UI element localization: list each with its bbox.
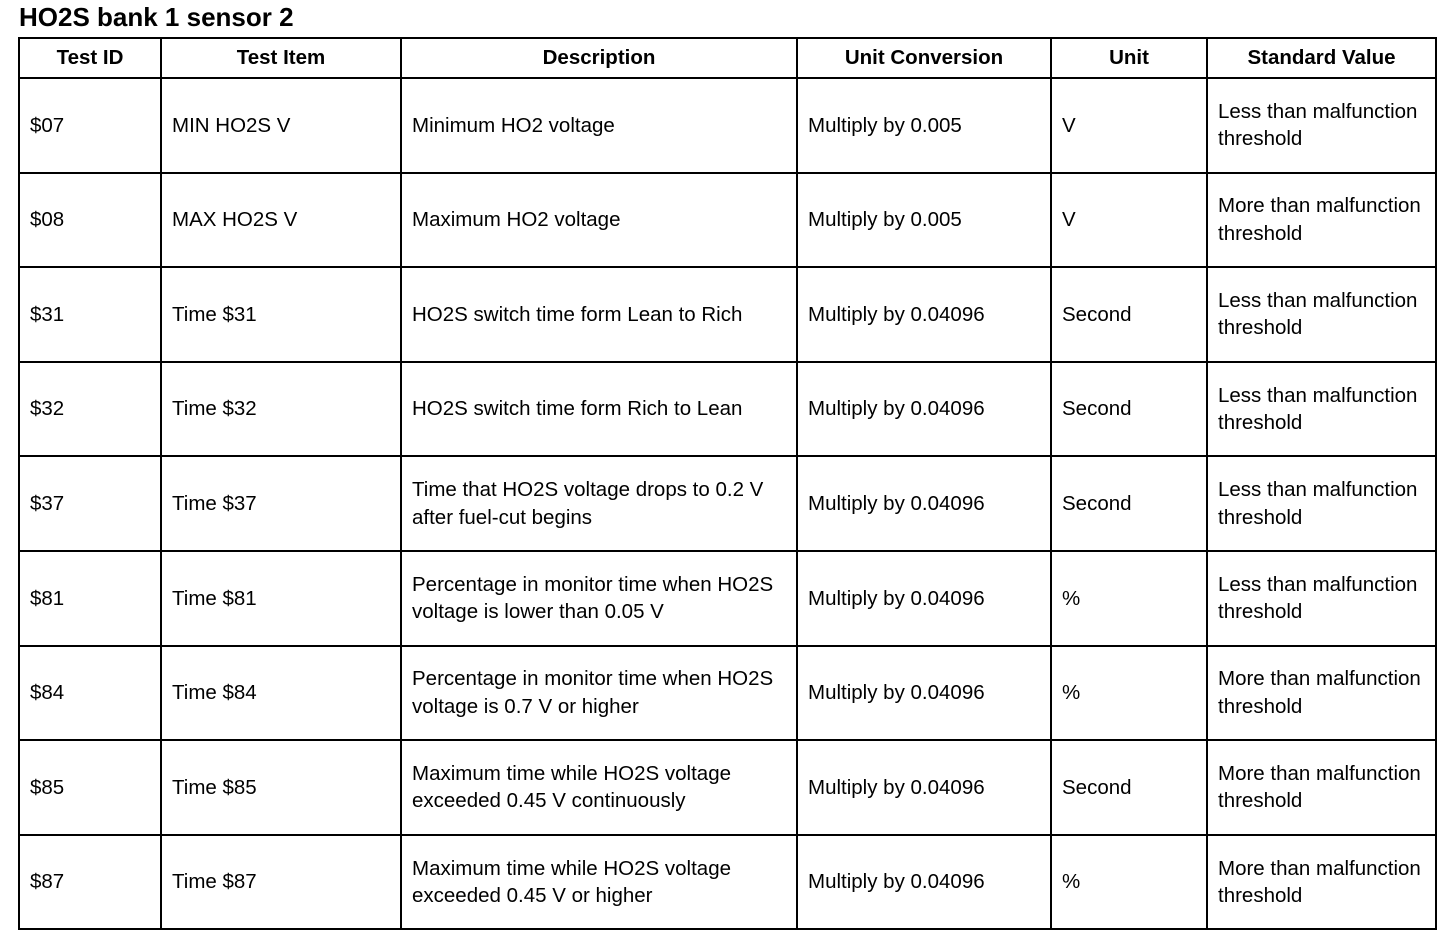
- table-row: [19, 267, 1436, 362]
- cell-test-id: $84: [19, 646, 161, 741]
- cell-unit-conversion: Multiply by 0.005: [797, 173, 1051, 268]
- cell-test-id: $85: [19, 740, 161, 835]
- cell-standard-value: More than malfunction threshold: [1207, 646, 1436, 741]
- cell-unit-conversion: Multiply by 0.04096: [797, 456, 1051, 551]
- cell-standard-value: Less than malfunction threshold: [1207, 456, 1436, 551]
- cell-standard-value: Less than malfunction threshold: [1207, 551, 1436, 646]
- table-row: [19, 456, 1436, 551]
- cell-unit: %: [1051, 551, 1207, 646]
- cell-unit-conversion: Multiply by 0.04096: [797, 740, 1051, 835]
- table-row: [19, 551, 1436, 646]
- cell-standard-value: More than malfunction threshold: [1207, 173, 1436, 268]
- header-test-id: Test ID: [19, 38, 161, 78]
- table-row: [19, 835, 1436, 930]
- cell-unit: %: [1051, 835, 1207, 930]
- spec-table: [18, 37, 1437, 930]
- cell-test-id: $31: [19, 267, 161, 362]
- cell-test-item: MIN HO2S V: [161, 78, 401, 173]
- cell-description: Minimum HO2 voltage: [401, 78, 797, 173]
- cell-test-item: MAX HO2S V: [161, 173, 401, 268]
- table-row: [19, 362, 1436, 457]
- cell-description: Maximum time while HO2S voltage exceeded 0.45 V continuously: [401, 740, 797, 835]
- cell-description: HO2S switch time form Rich to Lean: [401, 362, 797, 457]
- cell-unit-conversion: Multiply by 0.04096: [797, 835, 1051, 930]
- cell-test-id: $81: [19, 551, 161, 646]
- cell-test-id: $32: [19, 362, 161, 457]
- cell-unit: V: [1051, 78, 1207, 173]
- cell-unit-conversion: Multiply by 0.04096: [797, 646, 1051, 741]
- cell-unit: V: [1051, 173, 1207, 268]
- cell-unit-conversion: Multiply by 0.005: [797, 78, 1051, 173]
- cell-standard-value: Less than malfunction threshold: [1207, 267, 1436, 362]
- table-row: [19, 740, 1436, 835]
- cell-standard-value: Less than malfunction threshold: [1207, 362, 1436, 457]
- header-unit-conversion: Unit Conversion: [797, 38, 1051, 78]
- cell-unit-conversion: Multiply by 0.04096: [797, 551, 1051, 646]
- header-row: [19, 38, 1436, 78]
- cell-standard-value: Less than malfunction threshold: [1207, 78, 1436, 173]
- cell-unit: %: [1051, 646, 1207, 741]
- cell-test-id: $37: [19, 456, 161, 551]
- cell-description: Maximum HO2 voltage: [401, 173, 797, 268]
- cell-test-id: $07: [19, 78, 161, 173]
- header-standard-value: Standard Value: [1207, 38, 1436, 78]
- cell-unit: Second: [1051, 362, 1207, 457]
- cell-test-id: $87: [19, 835, 161, 930]
- header-test-item: Test Item: [161, 38, 401, 78]
- cell-unit: Second: [1051, 740, 1207, 835]
- cell-description: Percentage in monitor time when HO2S voltage is 0.7 V or higher: [401, 646, 797, 741]
- page-title: HO2S bank 1 sensor 2: [19, 2, 294, 32]
- header-unit: Unit: [1051, 38, 1207, 78]
- cell-unit-conversion: Multiply by 0.04096: [797, 362, 1051, 457]
- cell-description: Maximum time while HO2S voltage exceeded 0.45 V or higher: [401, 835, 797, 930]
- cell-description: Time that HO2S voltage drops to 0.2 V after fuel-cut begins: [401, 456, 797, 551]
- cell-test-id: $08: [19, 173, 161, 268]
- cell-test-item: Time $81: [161, 551, 401, 646]
- cell-standard-value: More than malfunction threshold: [1207, 740, 1436, 835]
- table-row: [19, 78, 1436, 173]
- cell-test-item: Time $85: [161, 740, 401, 835]
- cell-unit: Second: [1051, 267, 1207, 362]
- cell-description: Percentage in monitor time when HO2S voltage is lower than 0.05 V: [401, 551, 797, 646]
- cell-standard-value: More than malfunction threshold: [1207, 835, 1436, 930]
- cell-test-item: Time $37: [161, 456, 401, 551]
- cell-unit-conversion: Multiply by 0.04096: [797, 267, 1051, 362]
- table-row: [19, 173, 1436, 268]
- cell-test-item: Time $31: [161, 267, 401, 362]
- cell-test-item: Time $87: [161, 835, 401, 930]
- table-row: [19, 646, 1436, 741]
- cell-unit: Second: [1051, 456, 1207, 551]
- cell-test-item: Time $84: [161, 646, 401, 741]
- header-description: Description: [401, 38, 797, 78]
- cell-description: HO2S switch time form Lean to Rich: [401, 267, 797, 362]
- cell-test-item: Time $32: [161, 362, 401, 457]
